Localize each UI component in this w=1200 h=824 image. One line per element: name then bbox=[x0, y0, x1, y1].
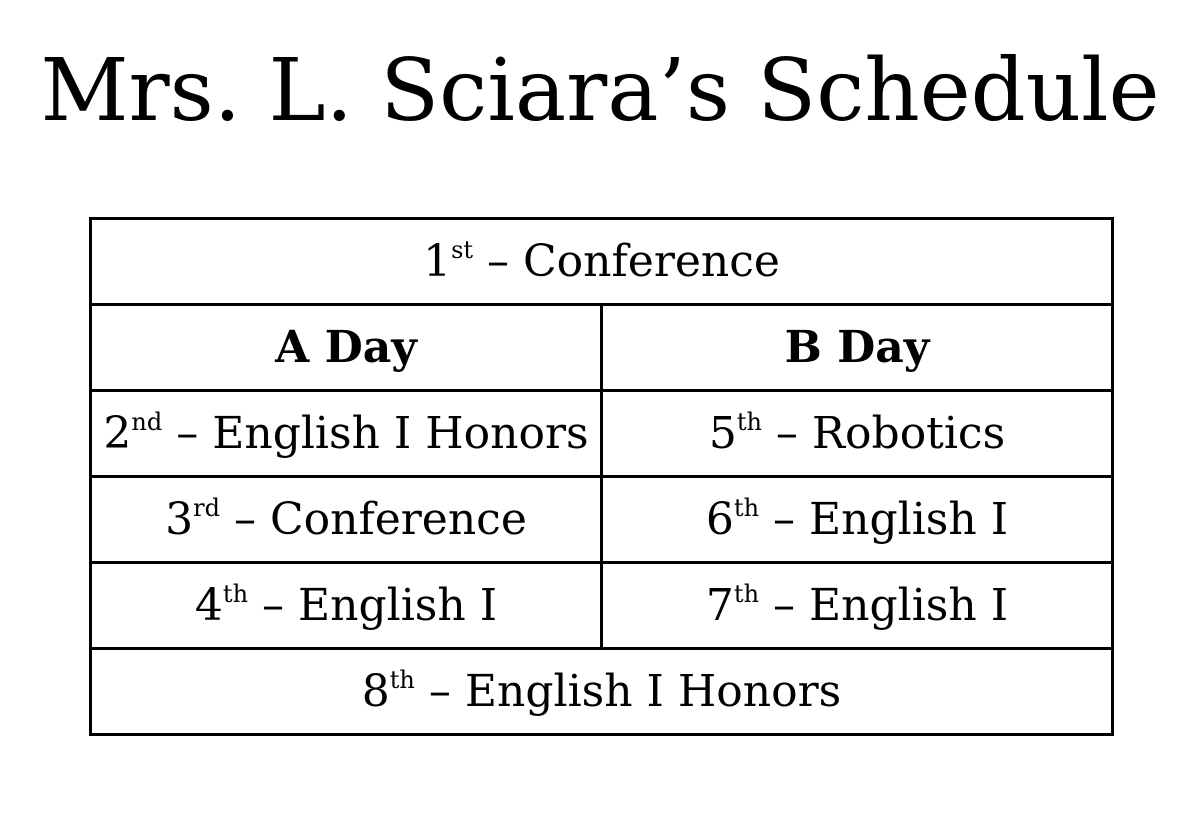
separator: – bbox=[761, 408, 812, 459]
period-number: 5 bbox=[708, 408, 737, 459]
subject: English I bbox=[809, 494, 1009, 545]
period-number: 1 bbox=[423, 236, 452, 287]
subject: English I bbox=[809, 580, 1009, 631]
period-6-cell bbox=[602, 477, 1113, 563]
table-row bbox=[91, 649, 1113, 735]
subject: English I Honors bbox=[464, 666, 842, 717]
separator: – bbox=[414, 666, 465, 717]
ordinal-suffix: th bbox=[222, 580, 249, 608]
subject: English I bbox=[298, 580, 498, 631]
table-header-row bbox=[91, 305, 1113, 391]
a-day-header: A Day bbox=[91, 305, 602, 391]
separator: – bbox=[473, 236, 524, 287]
b-day-header: B Day bbox=[602, 305, 1113, 391]
separator: – bbox=[219, 494, 270, 545]
period-2-cell bbox=[91, 391, 602, 477]
period-1-cell bbox=[91, 219, 1113, 305]
period-7-cell bbox=[602, 563, 1113, 649]
subject: Conference bbox=[523, 236, 780, 287]
ordinal-suffix: rd bbox=[193, 494, 220, 522]
table-row bbox=[91, 477, 1113, 563]
ordinal-suffix: th bbox=[389, 666, 415, 694]
period-number: 2 bbox=[103, 408, 132, 459]
ordinal-suffix: th bbox=[733, 494, 760, 522]
period-5-cell bbox=[602, 391, 1113, 477]
period-4-cell bbox=[91, 563, 602, 649]
period-number: 6 bbox=[705, 494, 734, 545]
ordinal-suffix: th bbox=[736, 408, 762, 436]
separator: – bbox=[248, 580, 299, 631]
separator: – bbox=[759, 580, 810, 631]
period-number: 8 bbox=[361, 666, 390, 717]
ordinal-suffix: th bbox=[733, 580, 760, 608]
subject: English I Honors bbox=[212, 408, 589, 459]
subject: Robotics bbox=[811, 408, 1006, 459]
ordinal-suffix: nd bbox=[131, 408, 163, 436]
period-number: 4 bbox=[194, 580, 223, 631]
table-row bbox=[91, 219, 1113, 305]
table-row bbox=[91, 391, 1113, 477]
period-number: 3 bbox=[165, 494, 194, 545]
schedule-table bbox=[89, 217, 1114, 736]
table-row bbox=[91, 563, 1113, 649]
subject: Conference bbox=[269, 494, 527, 545]
ordinal-suffix: st bbox=[451, 236, 474, 264]
period-3-cell bbox=[91, 477, 602, 563]
separator: – bbox=[162, 408, 213, 459]
separator: – bbox=[759, 494, 810, 545]
page-title: Mrs. L. Sciara’s Schedule bbox=[40, 41, 1160, 141]
period-number: 7 bbox=[705, 580, 734, 631]
period-8-cell bbox=[91, 649, 1113, 735]
